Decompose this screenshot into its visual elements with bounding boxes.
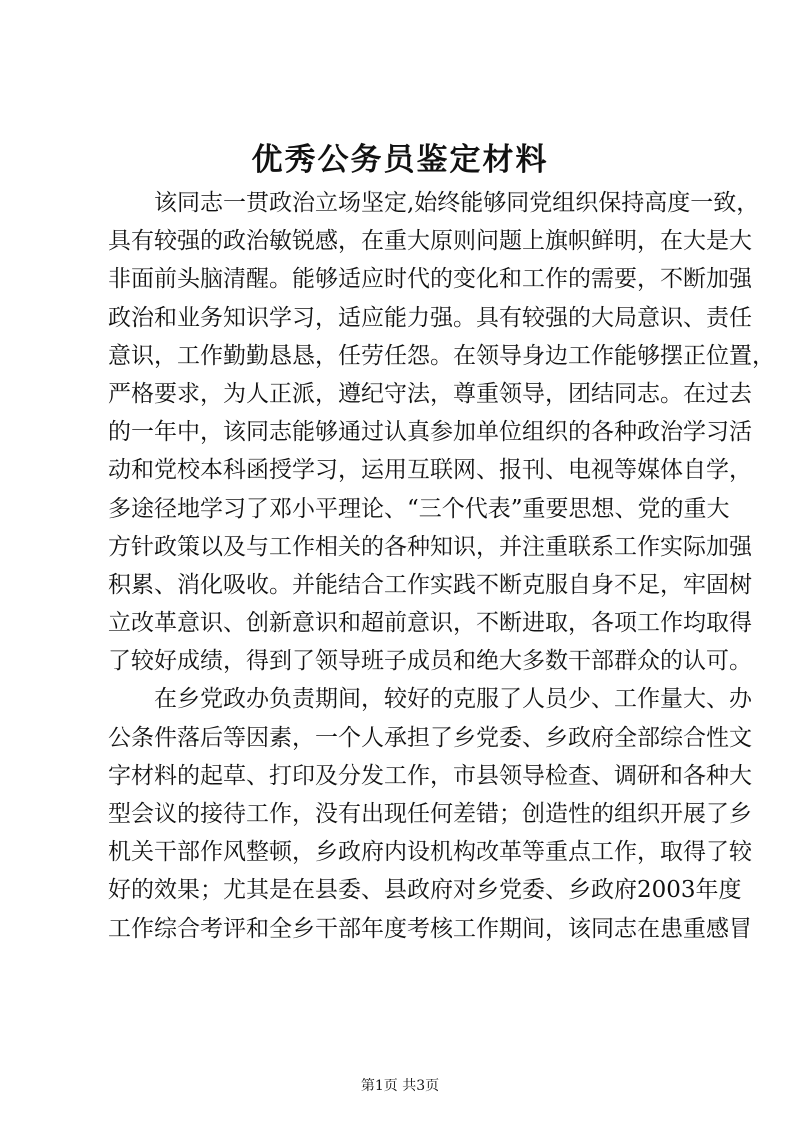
text-line: 字材料的起草、打印及分发工作，市县领导检查、调研和各种大 [108,762,752,789]
text-line: 严格要求，为人正派，遵纪守法，尊重领导，团结同志。在过去 [108,380,752,407]
page-footer: 第1页 共3页 [360,1078,440,1094]
text-line: 在乡党政办负责期间，较好的克服了人员少、工作量大、办 [154,686,752,713]
paragraph [108,680,752,947]
text-line: 动和党校本科函授学习，运用互联网、报刊、电视等媒体自学， [108,457,752,484]
text-line: 立改革意识、创新意识和超前意识，不断进取，各项工作均取得 [108,610,752,637]
text-line: 多途径地学习了邓小平理论、“三个代表”重要思想、党的重大 [108,495,730,522]
paragraph [108,184,775,680]
text-line: 具有较强的政治敏锐感，在重大原则问题上旗帜鲜明，在大是大 [108,228,752,255]
text-line: 公条件落后等因素，一个人承担了乡党委、乡政府全部综合性文 [108,724,752,751]
text-line: 意识，工作勤勤恳恳，任劳任怨。在领导身边工作能够摆正位置， [108,342,775,369]
text-line: 方针政策以及与工作相关的各种知识，并注重联系工作实际加强 [108,533,752,560]
document-body [108,184,775,948]
text-line: 非面前头脑清醒。能够适应时代的变化和工作的需要，不断加强 [108,266,752,293]
text-line: 该同志一贯政治立场坚定,始终能够同党组织保持高度一致， [154,190,760,216]
text-line: 型会议的接待工作，没有出现任何差错；创造性的组织开展了乡 [108,801,752,827]
text-line: 政治和业务知识学习，适应能力强。具有较强的大局意识、责任 [108,304,752,331]
document-title: 优秀公务员鉴定材料 [251,142,549,178]
text-line: 工作综合考评和全乡干部年度考核工作期间，该同志在患重感冒 [108,915,752,942]
text-line: 机关干部作风整顿，乡政府内设机构改革等重点工作，取得了较 [108,839,752,866]
text-line: 了较好成绩，得到了领导班子成员和绝大多数干部群众的认可。 [108,648,752,675]
text-line: 积累、消化吸收。并能结合工作实践不断克服自身不足，牢固树 [108,571,752,598]
text-line: 好的效果；尤其是在县委、县政府对乡党委、乡政府2003年度 [108,877,742,904]
text-line: 的一年中，该同志能够通过认真参加单位组织的各种政治学习活 [108,419,752,446]
